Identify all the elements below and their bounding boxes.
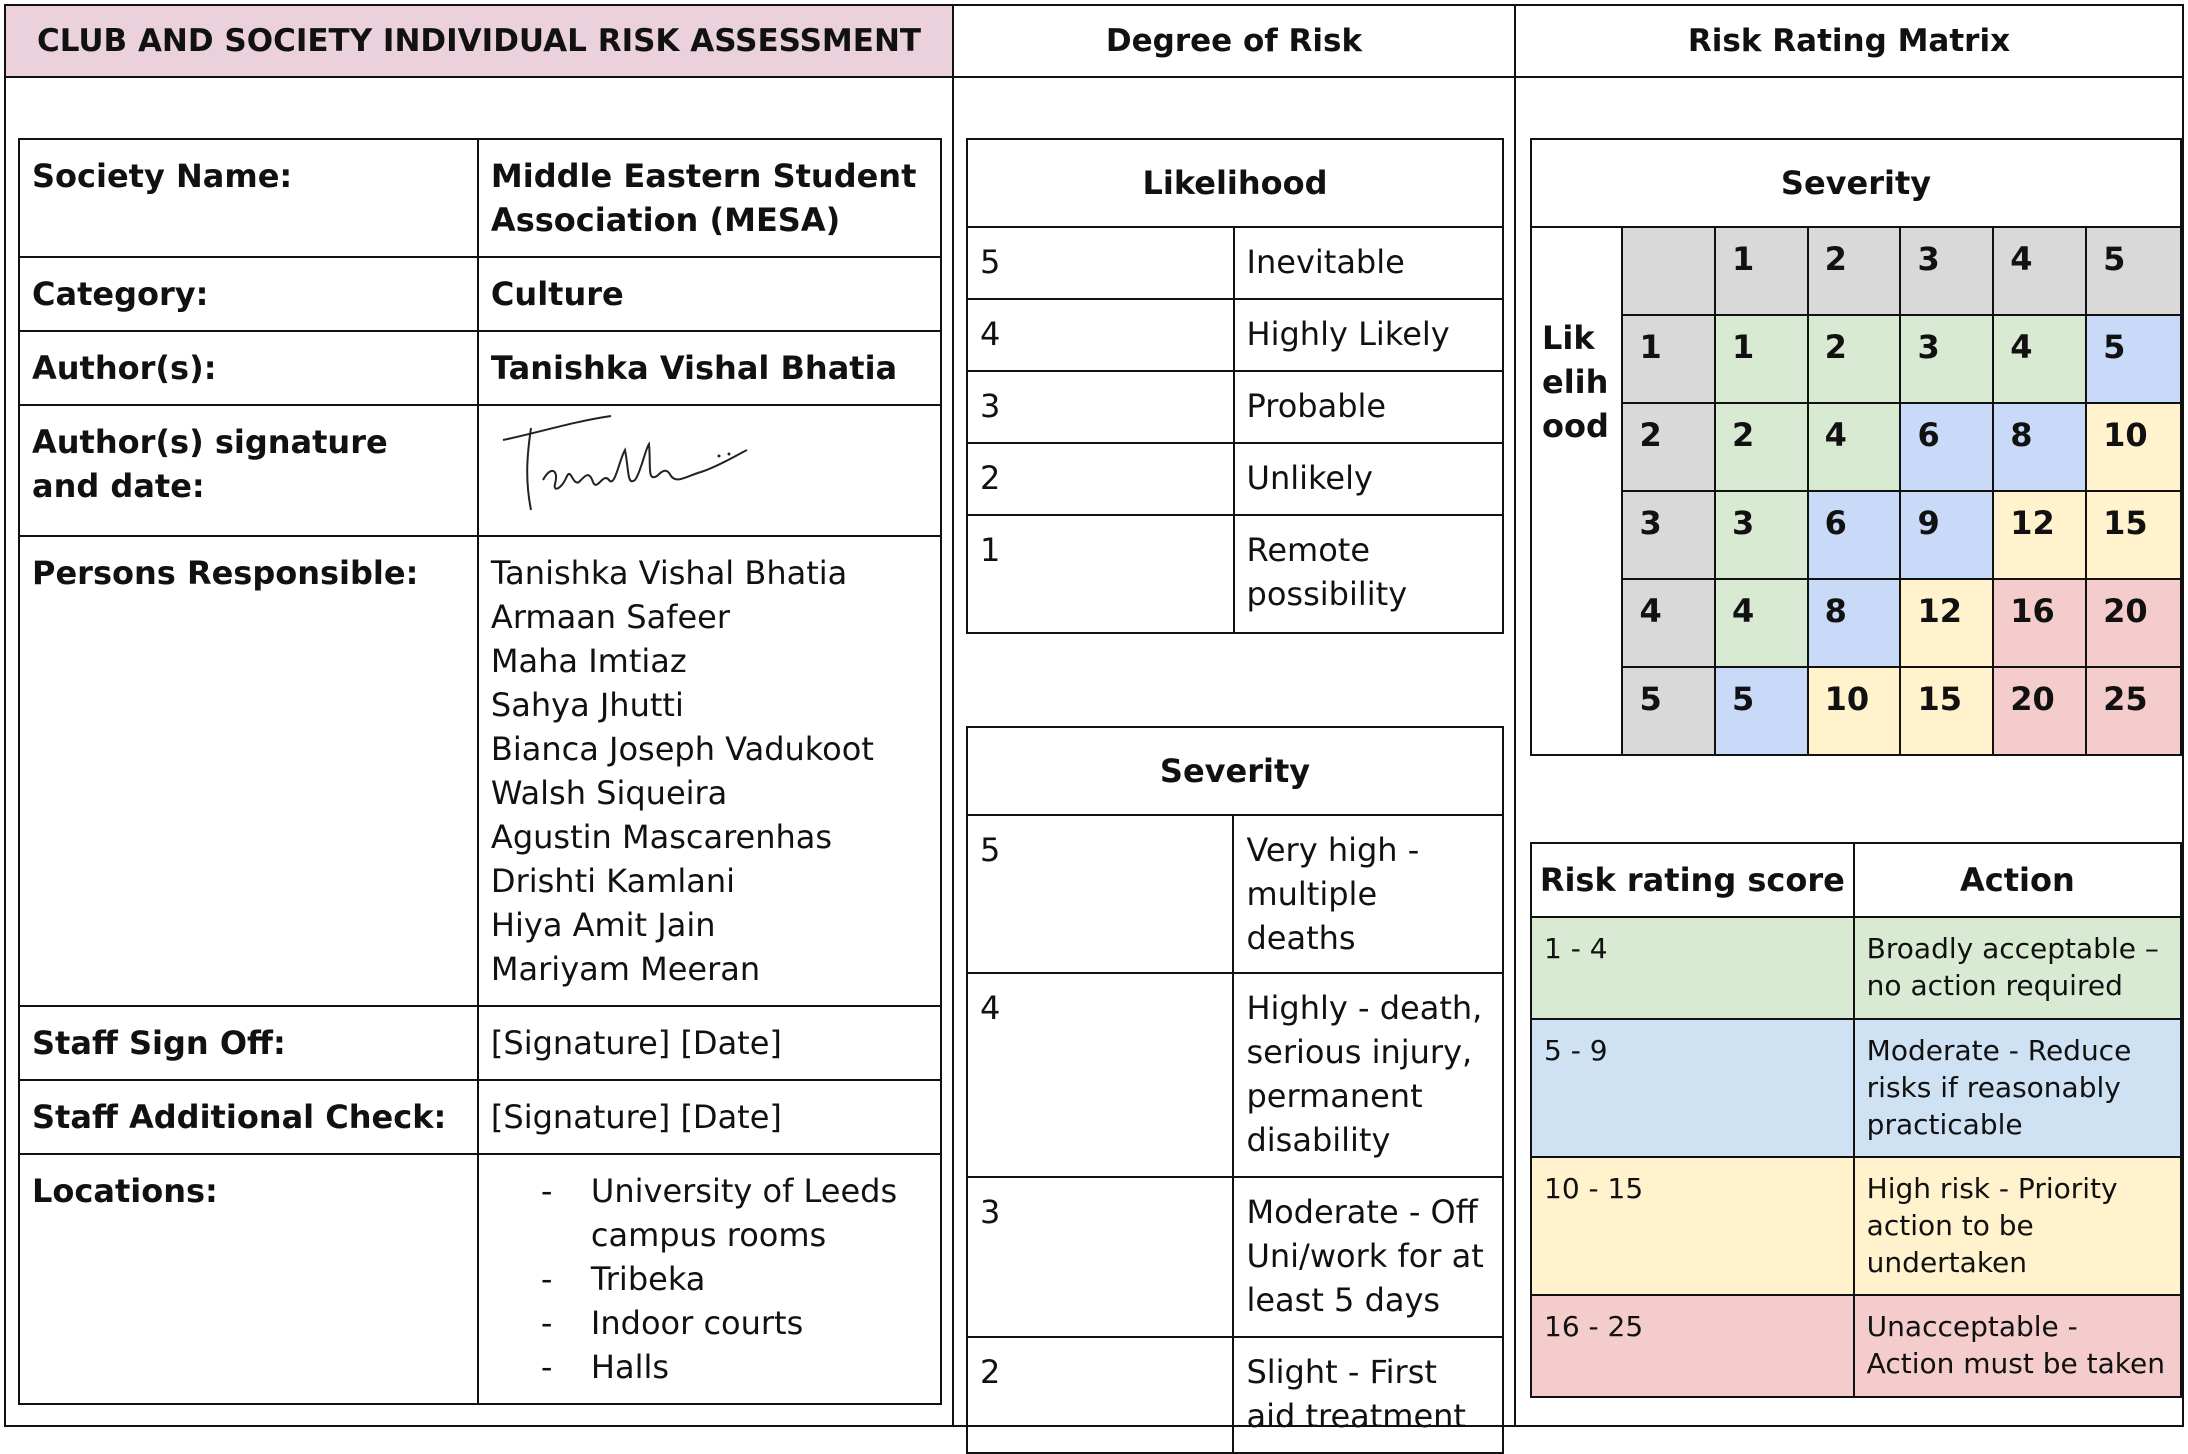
action-text: Broadly acceptable – no action required [1854,917,2181,1019]
matrix-cell: 5 [2086,315,2181,403]
person-name: Agustin Mascarenhas [490,818,833,856]
locations-cell [478,1154,941,1404]
likelihood-table [966,138,1504,634]
staff-signoff-label: Staff Sign Off: [19,1006,478,1080]
person-name: Hiya Amit Jain [490,906,716,944]
location-item: - University of Leeds campus rooms [541,1169,928,1257]
matrix-col-header: 4 [1993,227,2086,315]
matrix-row-header: 2 [1622,403,1715,491]
matrix-severity-title: Severity [1531,139,2181,227]
locations-label: Locations: [19,1154,478,1404]
likelihood-desc: Highly Likely [1234,299,1503,371]
person-name: Tanishka Vishal Bhatia [490,554,848,592]
matrix-title: Risk Rating Matrix [1516,6,2182,78]
degree-column [952,4,1516,1435]
matrix-cell: 4 [1993,315,2086,403]
matrix-cell: 16 [1993,579,2086,667]
likelihood-number: 1 [967,515,1234,633]
person-name: Drishti Kamlani [490,862,736,900]
staff-signoff-value: [Signature] [Date] [478,1006,941,1080]
matrix-col-header: 1 [1715,227,1808,315]
matrix-cell: 8 [1993,403,2086,491]
persons-label: Persons Responsible: [19,536,478,1006]
matrix-cell: 25 [2086,667,2181,755]
signature-drawing [491,410,751,520]
category-value: Culture [478,257,941,331]
action-text: Moderate - Reduce risks if reasonably practicable [1854,1019,2181,1157]
signature-label: Author(s) signature and date: [19,405,478,536]
person-name: Mariyam Meeran [490,950,761,988]
matrix-likelihood-label: Lik elih ood [1531,227,1622,755]
severity-title: Severity [967,727,1503,815]
matrix-cell: 12 [1900,579,1993,667]
likelihood-desc: Unlikely [1234,443,1503,515]
assessment-column [4,4,954,1427]
matrix-cell: 4 [1715,579,1808,667]
severity-number: 3 [967,1177,1233,1337]
person-name: Armaan Safeer [490,598,730,636]
persons-list [478,536,941,1006]
matrix-cell: 12 [1993,491,2086,579]
matrix-col-header: 2 [1808,227,1901,315]
matrix-cell: 10 [2086,403,2181,491]
degree-title: Degree of Risk [954,6,1514,78]
severity-number: 2 [967,1337,1233,1453]
matrix-cell: 6 [1808,491,1901,579]
matrix-row-header: 1 [1622,315,1715,403]
matrix-cell: 15 [1900,667,1993,755]
matrix-cell: 2 [1808,315,1901,403]
matrix-corner [1622,227,1715,315]
likelihood-desc: Remote possibility [1234,515,1503,633]
likelihood-number: 5 [967,227,1234,299]
matrix-cell: 20 [2086,579,2181,667]
likelihood-desc: Probable [1234,371,1503,443]
matrix-cell: 3 [1900,315,1993,403]
page-title: CLUB AND SOCIETY INDIVIDUAL RISK ASSESSMENT [6,6,952,78]
matrix-cell: 20 [1993,667,2086,755]
likelihood-desc: Inevitable [1234,227,1503,299]
likelihood-number: 4 [967,299,1234,371]
location-item: - Tribeka [541,1257,928,1301]
severity-desc: Very high - multiple deaths [1233,815,1503,973]
risk-matrix [1530,138,2182,756]
category-label: Category: [19,257,478,331]
person-name: Sahya Jhutti [490,686,684,724]
matrix-cell: 2 [1715,403,1808,491]
likelihood-title: Likelihood [967,139,1503,227]
person-name: Bianca Joseph Vadukoot [490,730,874,768]
matrix-column [1514,4,2184,1427]
matrix-col-header: 3 [1900,227,1993,315]
matrix-cell: 9 [1900,491,1993,579]
location-item: - Indoor courts [541,1301,928,1345]
matrix-col-header: 5 [2086,227,2181,315]
action-table [1530,842,2182,1398]
person-name: Maha Imtiaz [490,642,687,680]
matrix-row-header: 5 [1622,667,1715,755]
severity-number: 4 [967,973,1233,1177]
matrix-cell: 1 [1715,315,1808,403]
score-header: Risk rating score [1531,843,1854,917]
matrix-row-header: 3 [1622,491,1715,579]
society-name-value: Middle Eastern Student Association (MESA) [478,139,941,257]
staff-check-label: Staff Additional Check: [19,1080,478,1154]
person-name: Walsh Siqueira [490,774,728,812]
author-signature [478,405,941,536]
matrix-cell: 6 [1900,403,1993,491]
action-header: Action [1854,843,2181,917]
severity-number: 5 [967,815,1233,973]
score-range: 16 - 25 [1531,1295,1854,1397]
matrix-cell: 5 [1715,667,1808,755]
severity-desc: Highly - death, serious injury, permanent disability [1233,973,1503,1177]
score-range: 1 - 4 [1531,917,1854,1019]
matrix-cell: 4 [1808,403,1901,491]
action-text: High risk - Priority action to be undertaken [1854,1157,2181,1295]
likelihood-number: 2 [967,443,1234,515]
matrix-cell: 8 [1808,579,1901,667]
matrix-cell: 3 [1715,491,1808,579]
society-name-label: Society Name: [19,139,478,257]
matrix-row-header: 4 [1622,579,1715,667]
authors-label: Author(s): [19,331,478,405]
severity-table [966,726,1504,1454]
locations-list [491,1169,928,1389]
action-text: Unacceptable - Action must be taken [1854,1295,2181,1397]
info-table [18,138,942,1405]
severity-desc: Moderate - Off Uni/work for at least 5 days [1233,1177,1503,1337]
authors-value: Tanishka Vishal Bhatia [478,331,941,405]
score-range: 10 - 15 [1531,1157,1854,1295]
location-item: - Halls [541,1345,928,1389]
matrix-cell: 15 [2086,491,2181,579]
score-range: 5 - 9 [1531,1019,1854,1157]
matrix-cell: 10 [1808,667,1901,755]
likelihood-number: 3 [967,371,1234,443]
severity-desc: Slight - First aid treatment [1233,1337,1503,1453]
staff-check-value: [Signature] [Date] [478,1080,941,1154]
